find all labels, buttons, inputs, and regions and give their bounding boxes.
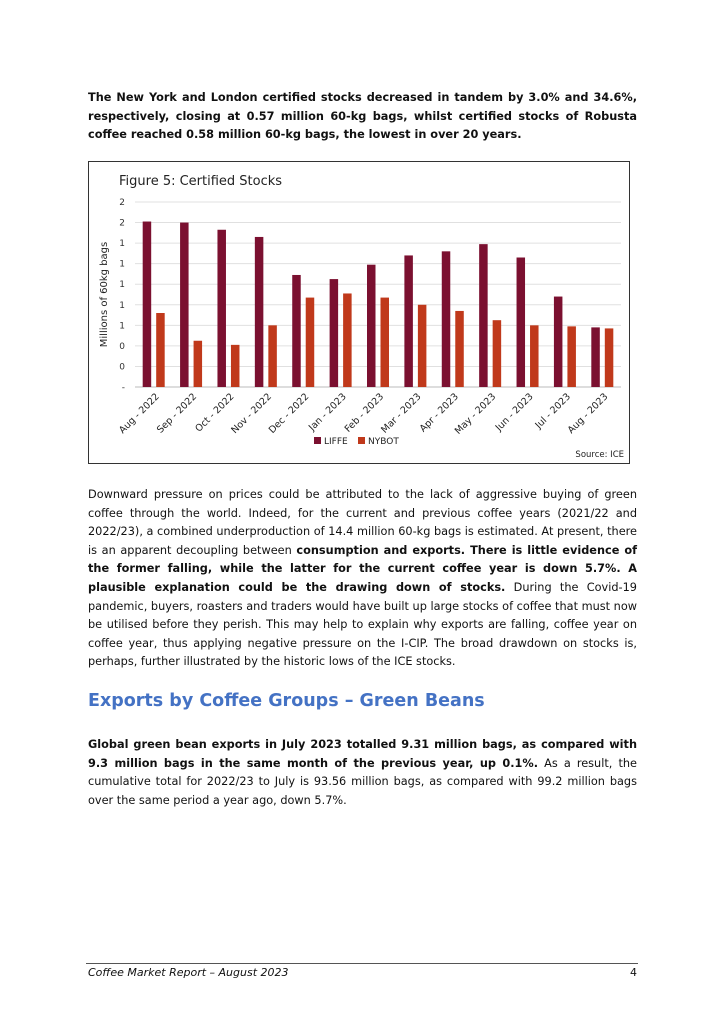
- bar-liffe: [292, 275, 301, 387]
- x-tick-label: Feb - 2023: [342, 391, 387, 435]
- body1-text-a: Downward pressure on prices could be attributed to the lack of aggressive buying of green coffee through the world. Indeed, for the current and previous coffee years (2021/22 and 2022/23), a combined underproduction of 14.4 million 60-kg bags is estimated. At present, there is an apparent decoupling between: [88, 488, 637, 557]
- y-tick-label: 1: [119, 259, 125, 270]
- bar-nybot: [156, 313, 165, 387]
- bar-nybot: [455, 311, 464, 387]
- x-tick-label: Dec - 2022: [266, 391, 312, 436]
- y-axis-label: Millions of 60kg bags: [99, 241, 110, 348]
- x-tick-label: Jun - 2023: [493, 391, 536, 434]
- x-tick-label: Jan - 2023: [306, 391, 349, 434]
- x-tick-label: Aug - 2022: [117, 391, 162, 437]
- bar-liffe: [517, 258, 526, 388]
- bar-liffe: [591, 327, 600, 387]
- body-paragraph-exports: [88, 736, 637, 810]
- body2-text: As a result, the cumulative total for 2022/23 to July is 93.56 million bags, as compared with 99.2 million bags over the same period a year ago, down 5.7%.: [88, 756, 638, 807]
- bar-liffe: [554, 297, 563, 387]
- x-tick-label: Mar - 2023: [379, 391, 424, 436]
- y-tick-label: 0: [119, 341, 125, 352]
- x-tick-label: Aug - 2023: [565, 391, 611, 437]
- y-tick-label: 0: [119, 362, 125, 373]
- y-tick-label: 2: [119, 218, 125, 229]
- footer-title: Coffee Market Report – August 2023: [88, 966, 289, 979]
- certified-stocks-chart: [88, 161, 630, 464]
- bar-liffe: [180, 223, 189, 387]
- footer-divider: [86, 963, 638, 964]
- x-tick-label: May - 2023: [452, 391, 499, 437]
- x-tick-label: Sep - 2022: [154, 391, 200, 436]
- chart-svg: [89, 162, 629, 463]
- intro-paragraph: The New York and London certified stocks decreased in tandem by 3.0% and 34.6%, respectively, closing at 0.57 million 60-kg bags, whilst certified stocks of Robusta coffee reached 0.58 million 60-kg bags, the lowest in over 20 years.: [88, 91, 637, 142]
- y-tick-label: -: [121, 383, 125, 393]
- y-tick-label: 1: [119, 239, 125, 250]
- x-tick-label: Jul - 2023: [533, 391, 574, 432]
- bar-liffe: [255, 237, 264, 387]
- bar-liffe: [143, 222, 152, 387]
- bar-nybot: [530, 325, 539, 387]
- legend-label-liffe: LIFFE: [324, 437, 348, 447]
- bar-liffe: [404, 255, 413, 387]
- bar-nybot: [381, 298, 390, 387]
- chart-source: Source: ICE: [575, 450, 624, 460]
- y-tick-label: 1: [119, 300, 125, 311]
- body2-bold: Global green bean exports in July 2023 totalled 9.31 million bags, as compared with 9.3 million bags in the same month of the previous year, up 0.1%.: [88, 738, 637, 770]
- y-tick-label: 1: [119, 321, 125, 332]
- bar-nybot: [567, 326, 576, 387]
- bar-liffe: [217, 230, 226, 387]
- bar-nybot: [493, 320, 502, 387]
- legend-swatch-liffe: [314, 437, 321, 444]
- bar-nybot: [343, 293, 352, 387]
- bar-liffe: [367, 265, 376, 387]
- x-tick-label: Nov - 2022: [229, 391, 274, 437]
- legend-label-nybot: NYBOT: [368, 437, 399, 447]
- x-tick-label: Oct - 2022: [193, 391, 237, 435]
- body-paragraph-stocks: [88, 486, 637, 672]
- bar-liffe: [330, 279, 339, 387]
- section-heading: Exports by Coffee Groups – Green Beans: [88, 691, 485, 711]
- page-number: 4: [630, 966, 637, 979]
- bar-nybot: [194, 341, 203, 387]
- y-tick-label: 1: [119, 280, 125, 291]
- chart-title: Figure 5: Certified Stocks: [119, 174, 283, 189]
- bar-nybot: [268, 325, 277, 387]
- bar-nybot: [231, 345, 240, 387]
- bar-liffe: [442, 251, 451, 387]
- bar-nybot: [605, 328, 614, 387]
- body1-bold: consumption and exports. There is little evidence of the former falling, while the latter for the current coffee year is down 5.7%. A plausible explanation could be the drawing down of stocks.: [88, 543, 638, 594]
- y-tick-label: 2: [119, 198, 125, 208]
- body1-text-b: During the Covid-19 pandemic, buyers, roasters and traders would have built up large stocks of coffee that must now be utilised before they perish. This may help to explain why exports are falling, coffee year on coffee year, thus applying negative pressure on the I-CIP. The broad drawdown on stocks is, perhaps, further illustrated by the historic lows of the ICE stocks.: [88, 580, 637, 669]
- bar-liffe: [479, 244, 488, 387]
- bar-nybot: [306, 298, 315, 387]
- x-tick-label: Apr - 2023: [417, 391, 461, 435]
- bar-nybot: [418, 305, 427, 387]
- legend-swatch-nybot: [358, 437, 365, 444]
